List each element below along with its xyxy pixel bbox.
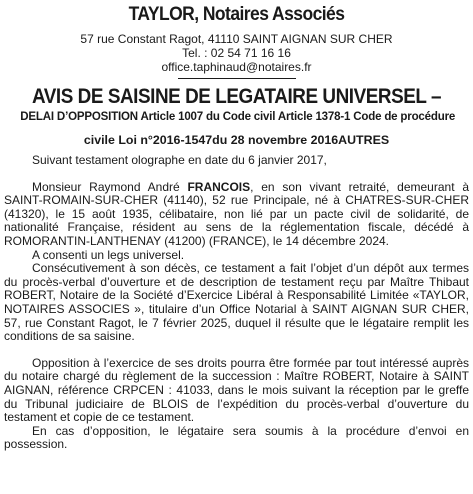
notary-header [4, 4, 469, 79]
paragraph-deposit: Consécutivement à son décès, ce testament a fait l’objet d’un dépôt aux termes du procès-verbal d’ouverture et de description de testament reçu par Maître Thibaut ROBERT, Notaire de la Société d’Exercice Libéral à Responsabilité Limitée «TAYLOR, NOTAIRES ASSOCIES », titulaire d’un Office Notarial à SAINT AIGNAN SUR CHER, 57, rue Constant Ragot, le 7 février 2025, duquel il résulte que le légataire remplit les conditions de sa saisine. [4, 261, 469, 344]
paragraph-gap [4, 344, 469, 357]
paragraph-testator [4, 181, 469, 249]
testator-intro: Monsieur Raymond André [32, 179, 188, 194]
paragraph-testament-date: Suivant testament olographe en date du 6 janvier 2017, [32, 153, 327, 167]
paragraph-possession: En cas d’opposition, le légataire sera soumis à la procédure d’envoi en possession. [4, 423, 469, 452]
legal-notice [0, 4, 473, 494]
notice-legal-reference: civile Loi n°2016-1547du 28 novembre 2016AUTRES [83, 133, 390, 147]
firm-address: 57 rue Constant Ragot, 41110 SAINT AIGNAN SUR CHER [80, 32, 393, 46]
firm-name: TAYLOR, Notaires Associés [128, 4, 345, 25]
testator-surname: FRANCOIS [187, 179, 251, 194]
testator-details: , en son vivant retraité, demeurant à SAINT-ROMAIN-SUR-CHER (41140), 52 rue Principale, né à CHATRES-SUR-CHER (41320), le 15 août 1935, célibataire, non lié par un pacte civil de solidarité, de nationalité Française, résident au sens de la réglementation fiscale, décédé à ROMORANTIN-LANTHENAY (41200) (FRANCE), le 14 décembre 2024. [4, 179, 469, 248]
paragraph-opposition: Opposition à l’exercice de ses droits pourra être formée par tout intéressé auprès du notaire chargé du règlement de la succession : Maître ROBERT, Notaire à SAINT AIGNAN, référence CRPCEN : 41033, dans le mois suivant la réception par le greffe du Tribunal judiciaire de BLOIS de l’expédition du procès-verbal d’ouverture du testament et copie de ce testament. [4, 355, 469, 425]
notice-body [4, 154, 469, 452]
firm-phone: Tel. : 02 54 71 16 16 [182, 46, 291, 60]
notice-title: AVIS DE SAISINE DE LEGATAIRE UNIVERSEL – [31, 85, 442, 108]
paragraph-legacy: A consenti un legs universel. [32, 247, 185, 262]
notice-subtitle: DELAI D’OPPOSITION Article 1007 du Code civil Article 1378-1 Code de procédure [20, 109, 456, 123]
firm-email: office.taphinaud@notaires.fr [161, 60, 312, 74]
header-divider [178, 78, 296, 79]
